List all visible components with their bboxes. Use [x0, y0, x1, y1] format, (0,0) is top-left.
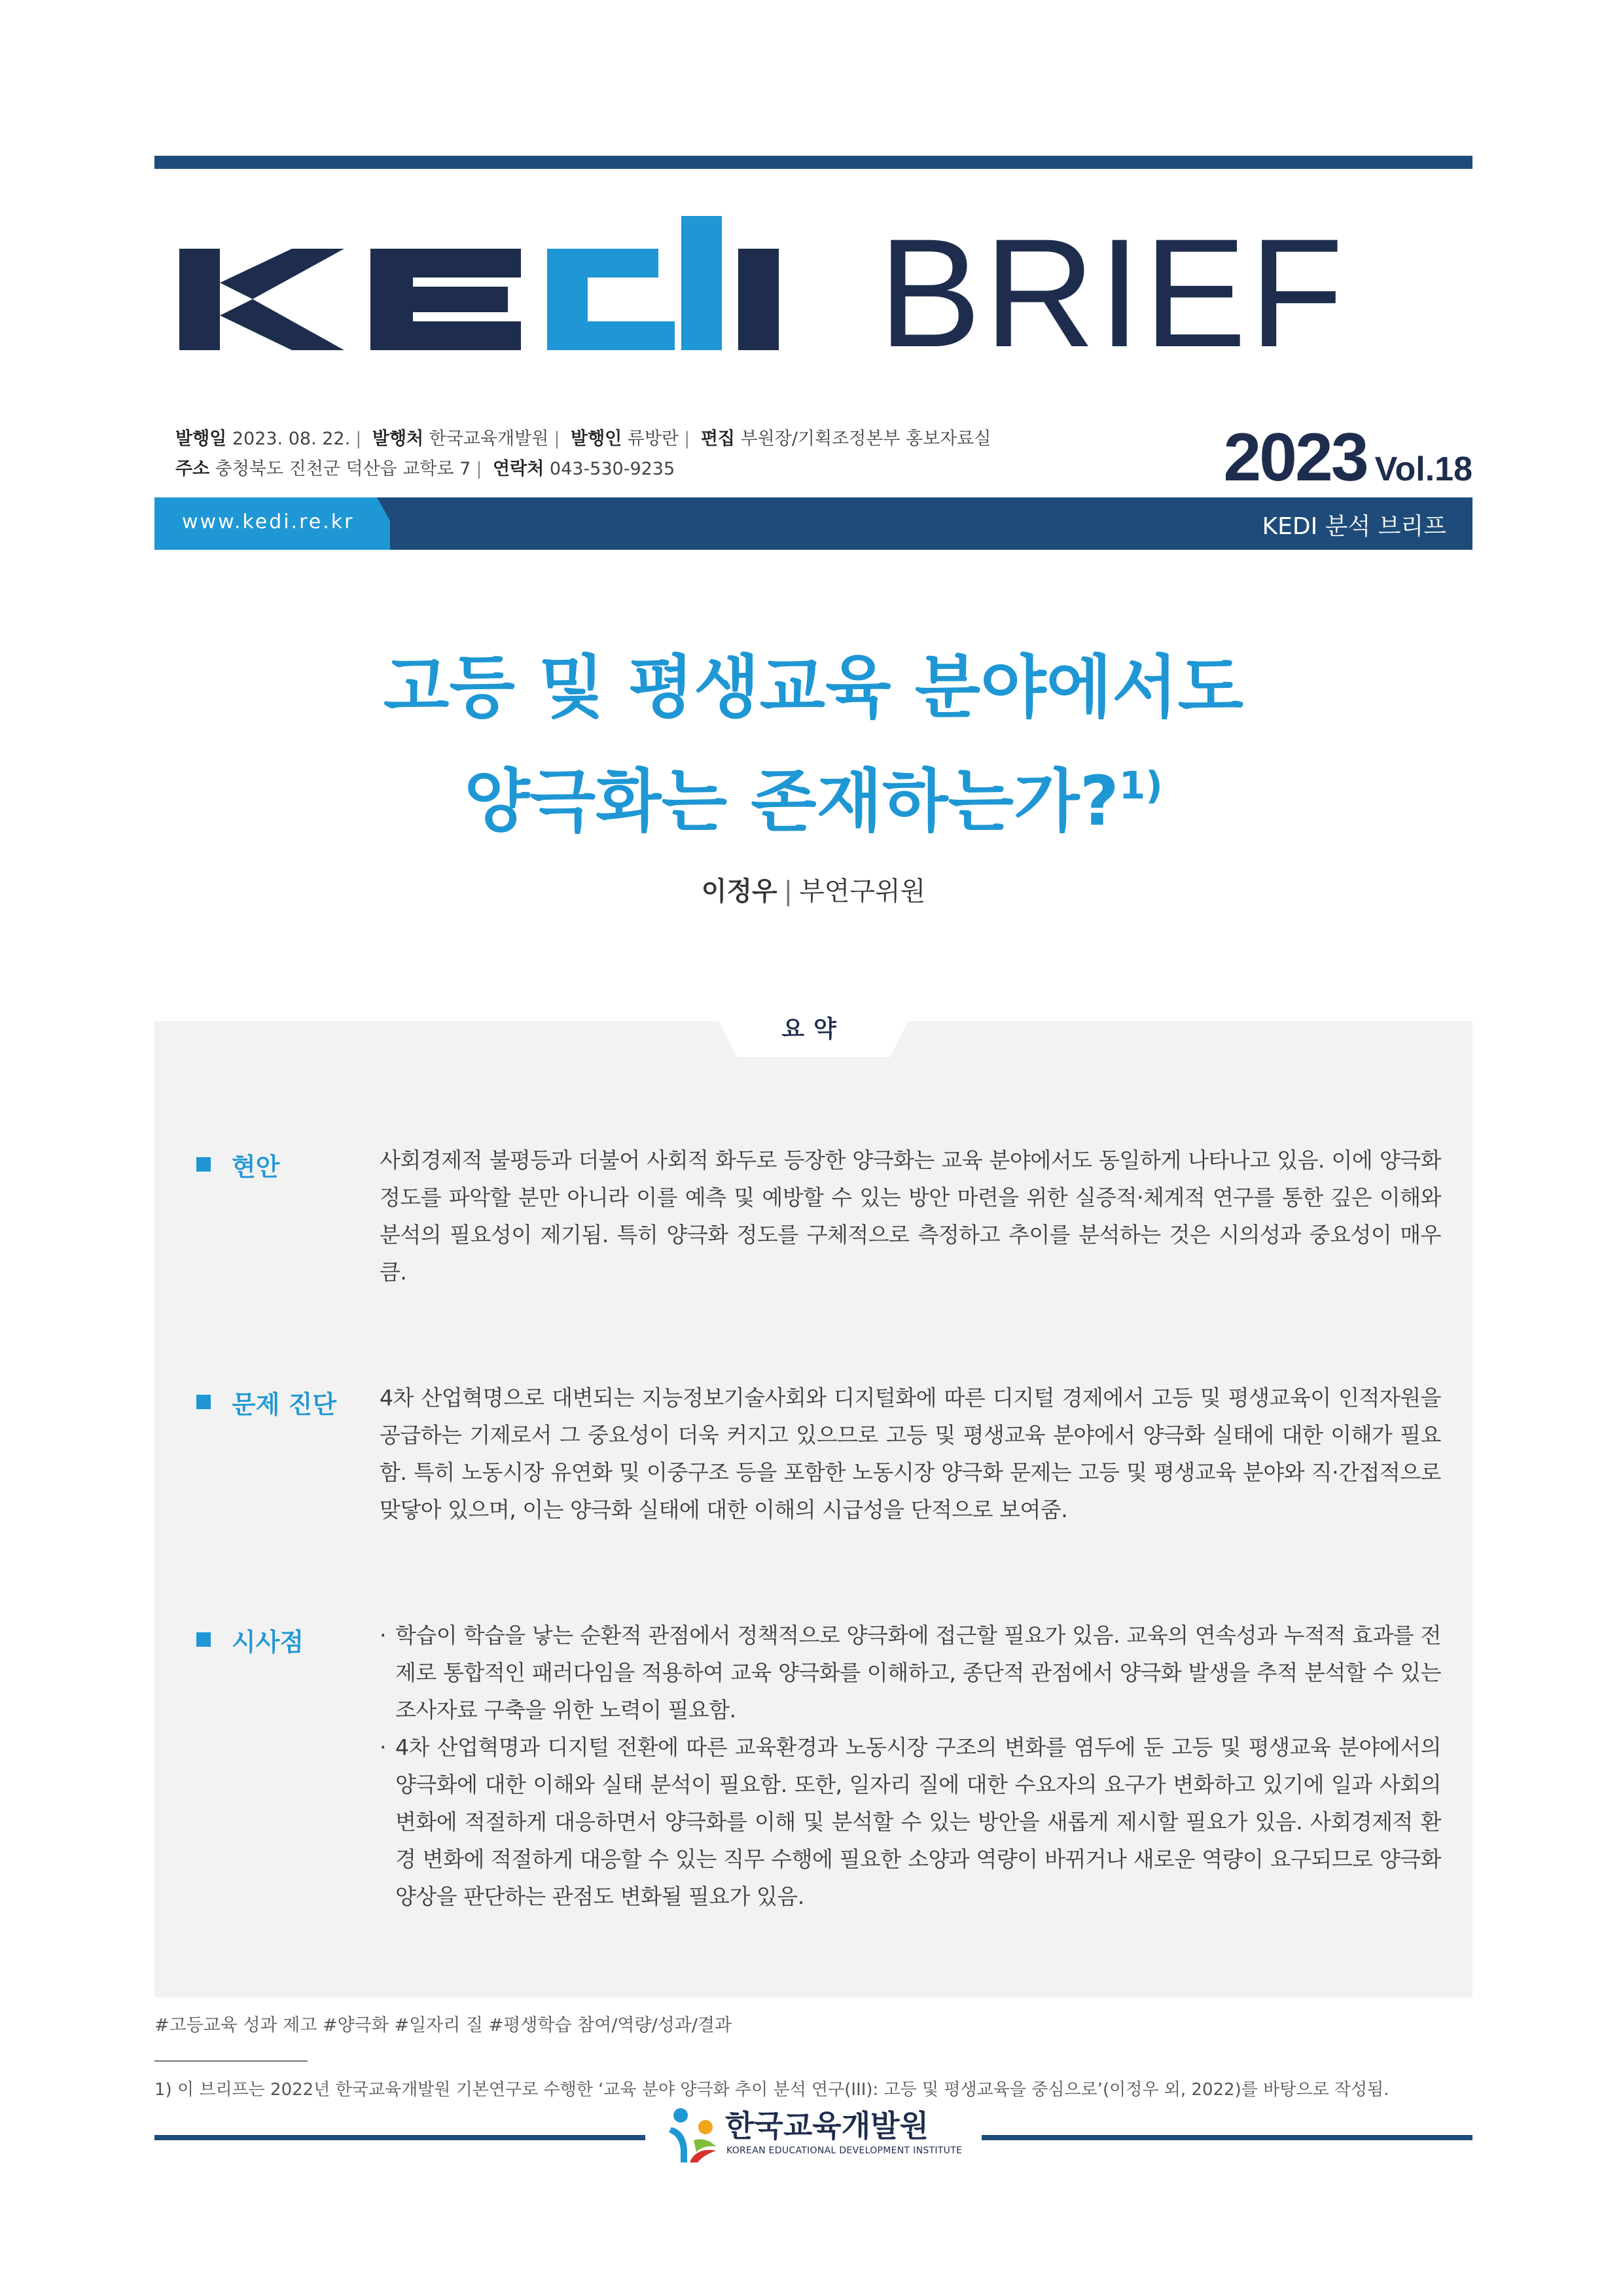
issue-vol: Vol.18	[1374, 450, 1472, 488]
section-heading-implications	[196, 1622, 304, 1658]
title-line-2	[154, 736, 1472, 850]
contact-value: 043-530-9235	[549, 459, 675, 479]
publisher-value: 한국교육개발원	[429, 429, 549, 449]
url-banner	[154, 497, 1472, 550]
issue-volume	[1223, 419, 1472, 497]
footnote-divider	[154, 2060, 308, 2062]
square-bullet-icon	[196, 1395, 211, 1409]
section-body-diagnosis	[380, 1379, 1441, 1528]
address-label: 주소	[175, 459, 210, 479]
keyword-tags: #고등교육 성과 제고 #양극화 #일자리 질 #평생학습 참여/역량/성과/결과	[154, 2015, 732, 2036]
author-line: 이정우 | 부연구위원	[701, 876, 926, 906]
section-heading-text: 현안	[232, 1153, 280, 1181]
section-heading-text: 문제 진단	[232, 1390, 337, 1419]
section-heading-text: 시사점	[232, 1628, 304, 1657]
editor-value: 부원장/기획조정본부 홍보자료실	[740, 429, 991, 449]
footer-org-name: 한국교육개발원	[725, 2108, 929, 2144]
section-paragraph: 사회경제적 불평등과 더불어 사회적 화두로 등장한 양극화는 교육 분야에서도 동일하게 나타나고 있음. 이에 양극화 정도를 파악할 분만 아니라 이를 예측 및 예방할 수 있는 방안 마련을 위한 실증적·체계적 연구를 통한 깊은 이해와 분석의 필요성이 제기됨. 특히 양극화 정도를 구체적으로 측정하고 추이를 분석하는 것은 시의성과 중요성이 매우 큼.	[380, 1147, 1441, 1285]
pubinfo-line-1: 발행일 2023. 08. 22. | 발행처 한국교육개발원 | 발행인 류방란 | 편집 부원장/기획조정본부 홍보자료실	[175, 429, 991, 449]
logo-k-letter	[179, 249, 344, 350]
logo-brief-word: BRIEF	[878, 207, 1346, 380]
issuer-value: 류방란	[627, 429, 679, 449]
publication-info	[175, 424, 991, 484]
footnote-text: 1) 이 브리프는 2022년 한국교육개발원 기본연구로 수행한 ‘교육 분야 양극화 추이 분석 연구(III): 고등 및 평생교육을 중심으로’(이정우 외, 2022)를 바탕으로 작성됨.	[154, 2080, 1389, 2100]
implication-bullet: · 4차 산업혁명과 디지털 전환에 따른 교육환경과 노동시장 구조의 변화를 염두에 둔 고등 및 평생교육 분야에서의 양극화에 대한 이해와 실태 분석이 필요함. 또한, 일자리 질에 대한 수요자의 요구가 변화하고 있기에 일과 사회의 변화에 적절하게 대응하면서 양극화를 이해 및 분석할 수 있는 방안을 새롭게 제시할 필요가 있음. 사회경제적 환경 변화에 적절하게 대응할 수 있는 직무 수행에 필요한 소양과 역량이 바뀌거나 새로운 역량이 요구되므로 양극화 양상을 판단하는 관점도 변화될 필요가 있음.	[380, 1729, 1441, 1915]
series-name: KEDI 분석 브리프	[1262, 513, 1446, 540]
title-line-1: 고등 및 평생교육 분야에서도	[383, 647, 1244, 727]
publisher-label: 발행처	[372, 429, 424, 449]
title-footnote-mark[interactable]: 1)	[1118, 763, 1163, 808]
footer-rule-right	[982, 2135, 1472, 2140]
section-body-issue	[380, 1141, 1441, 1291]
issuer-label: 발행인	[571, 429, 622, 449]
section-body-implications	[380, 1617, 1441, 1915]
author-position: 부연구위원	[799, 876, 926, 906]
square-bullet-icon	[196, 1632, 211, 1647]
top-rule	[154, 156, 1472, 169]
issue-year: 2023	[1223, 420, 1367, 495]
footer-org-name-en: KOREAN EDUCATIONAL DEVELOPMENT INSTITUTE	[726, 2145, 963, 2156]
kedi-emblem-icon	[668, 2106, 719, 2165]
website-link[interactable]: www.kedi.re.kr	[182, 511, 355, 533]
pubdate-label: 발행일	[175, 429, 227, 449]
author-name: 이정우	[701, 876, 777, 906]
square-bullet-icon	[196, 1157, 211, 1172]
title-line-2-text: 양극화는 존재하는가?	[464, 761, 1119, 841]
section-paragraph: 4차 산업혁명으로 대변되는 지능정보기술사회와 디지털화에 따른 디지털 경제에서 고등 및 평생교육이 인적자원을 공급하는 기제로서 그 중요성이 더욱 커지고 있으므로 고등 및 평생교육 분야에서 양극화 실태에 대한 이해가 필요함. 특히 노동시장 유연화 및 이중구조 등을 포함한 노동시장 양극화 문제는 고등 및 평생교육 분야와 직·간접적으로 맞닿아 있으며, 이는 양극화 실태에 대한 이해의 시급성을 단적으로 보여줌.	[380, 1385, 1441, 1522]
implication-bullet: · 학습이 학습을 낳는 순환적 관점에서 정책적으로 양극화에 접근할 필요가 있음. 교육의 연속성과 누적적 효과를 전제로 통합적인 패러다임을 적용하여 교육 양극화를 이해하고, 종단적 관점에서 양극화 발생을 추적 분석할 수 있는 조사자료 구축을 위한 노력이 필요함.	[380, 1617, 1441, 1729]
address-value: 충청북도 진천군 덕산읍 교학로 7	[215, 459, 471, 479]
section-heading-issue	[196, 1147, 279, 1183]
logo-i-letter	[738, 249, 779, 350]
logo-e-letter	[370, 249, 521, 350]
summary-label: 요약	[781, 1016, 846, 1043]
contact-label: 연락처	[493, 459, 544, 479]
pubinfo-line-2: 주소 충청북도 진천군 덕산읍 교학로 7 | 연락처 043-530-9235	[175, 459, 675, 479]
section-heading-diagnosis	[196, 1384, 336, 1420]
document-title	[154, 638, 1472, 850]
editor-label: 편집	[700, 429, 735, 449]
logo-d-letter	[547, 216, 722, 350]
footer-rule-left	[154, 2135, 645, 2140]
pubdate-value: 2023. 08. 22.	[232, 429, 351, 449]
